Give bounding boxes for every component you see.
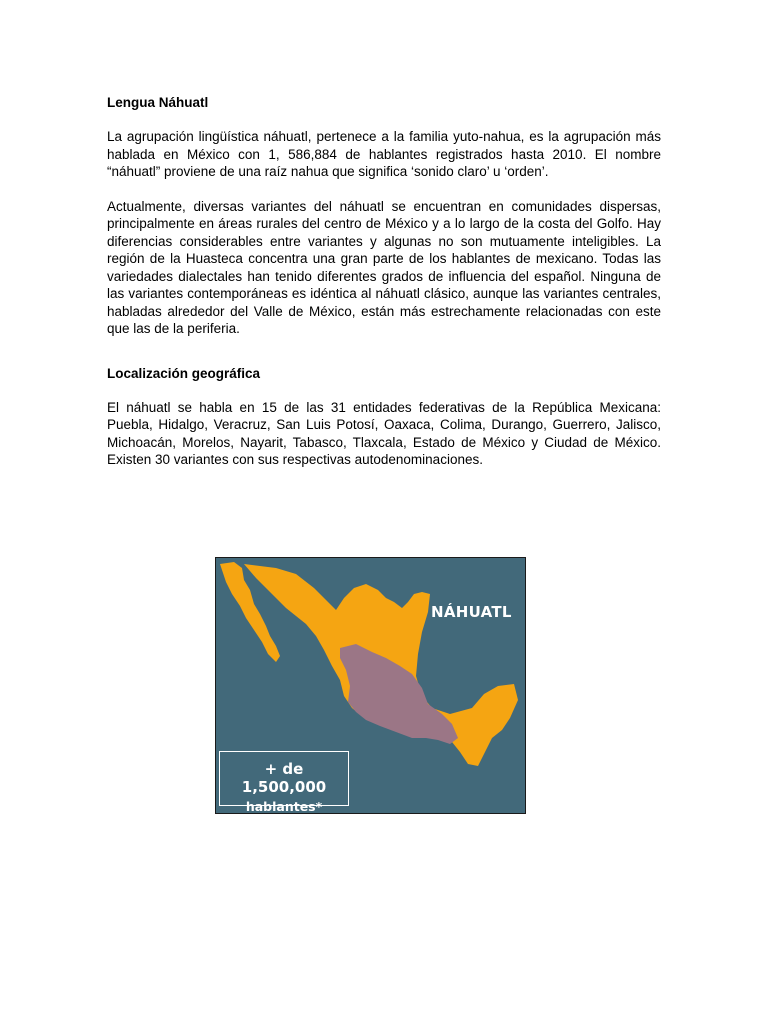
section-heading-localizacion: Localización geográfica — [107, 365, 261, 381]
speakers-count: + de 1,500,000 — [241, 760, 327, 796]
speakers-count-box — [219, 751, 349, 814]
document-body — [107, 94, 661, 469]
paragraph-entidades: El náhuatl se habla en 15 de las 31 entidades federativas de la República Mexicana: Puebla, Hidalgo, Veracruz, San Luis Potosí, Oaxaca, Colima, Durango, Guerrero, Jalisco, Michoacán, Morelos, Nayarit, Tabasco, Tlaxcala, Estado de México y Ciudad de México. Existen 30 variantes con sus respectivas autodenominaciones. — [107, 399, 661, 467]
speakers-label: hablantes* — [245, 799, 323, 814]
paragraph-variantes: Actualmente, diversas variantes del náhuatl se encuentran en comunidades dispersas, principalmente en áreas rurales del centro de México y a lo largo de la costa del Golfo. Hay diferencias considerables entre variantes y algunas no son mutuamente inteligibles. La región de la Huasteca concentra una gran parte de los hablantes de mexicano. Todas las variedades dialectales han tenido diferentes grados de influencia del español. Ninguna de las variantes contemporáneas es idéntica al náhuatl clásico, aunque las variantes centrales, habladas alrededor del Valle de México, están más estrechamente relacionadas con este que las de la periferia. — [107, 198, 661, 336]
section-heading-lengua-nahuatl: Lengua Náhuatl — [107, 95, 209, 110]
paragraph-intro: La agrupación lingüística náhuatl, pertenece a la familia yuto-nahua, es la agrupación más hablada en México con 1, 586,884 de hablantes registrados hasta 2010. El nombre “náhuatl” proviene de una raíz nahua que significa ‘sonido claro’ u ‘orden’. — [107, 129, 661, 179]
map-title: NÁHUATL — [431, 603, 512, 621]
nahuatl-map-figure — [215, 557, 526, 814]
